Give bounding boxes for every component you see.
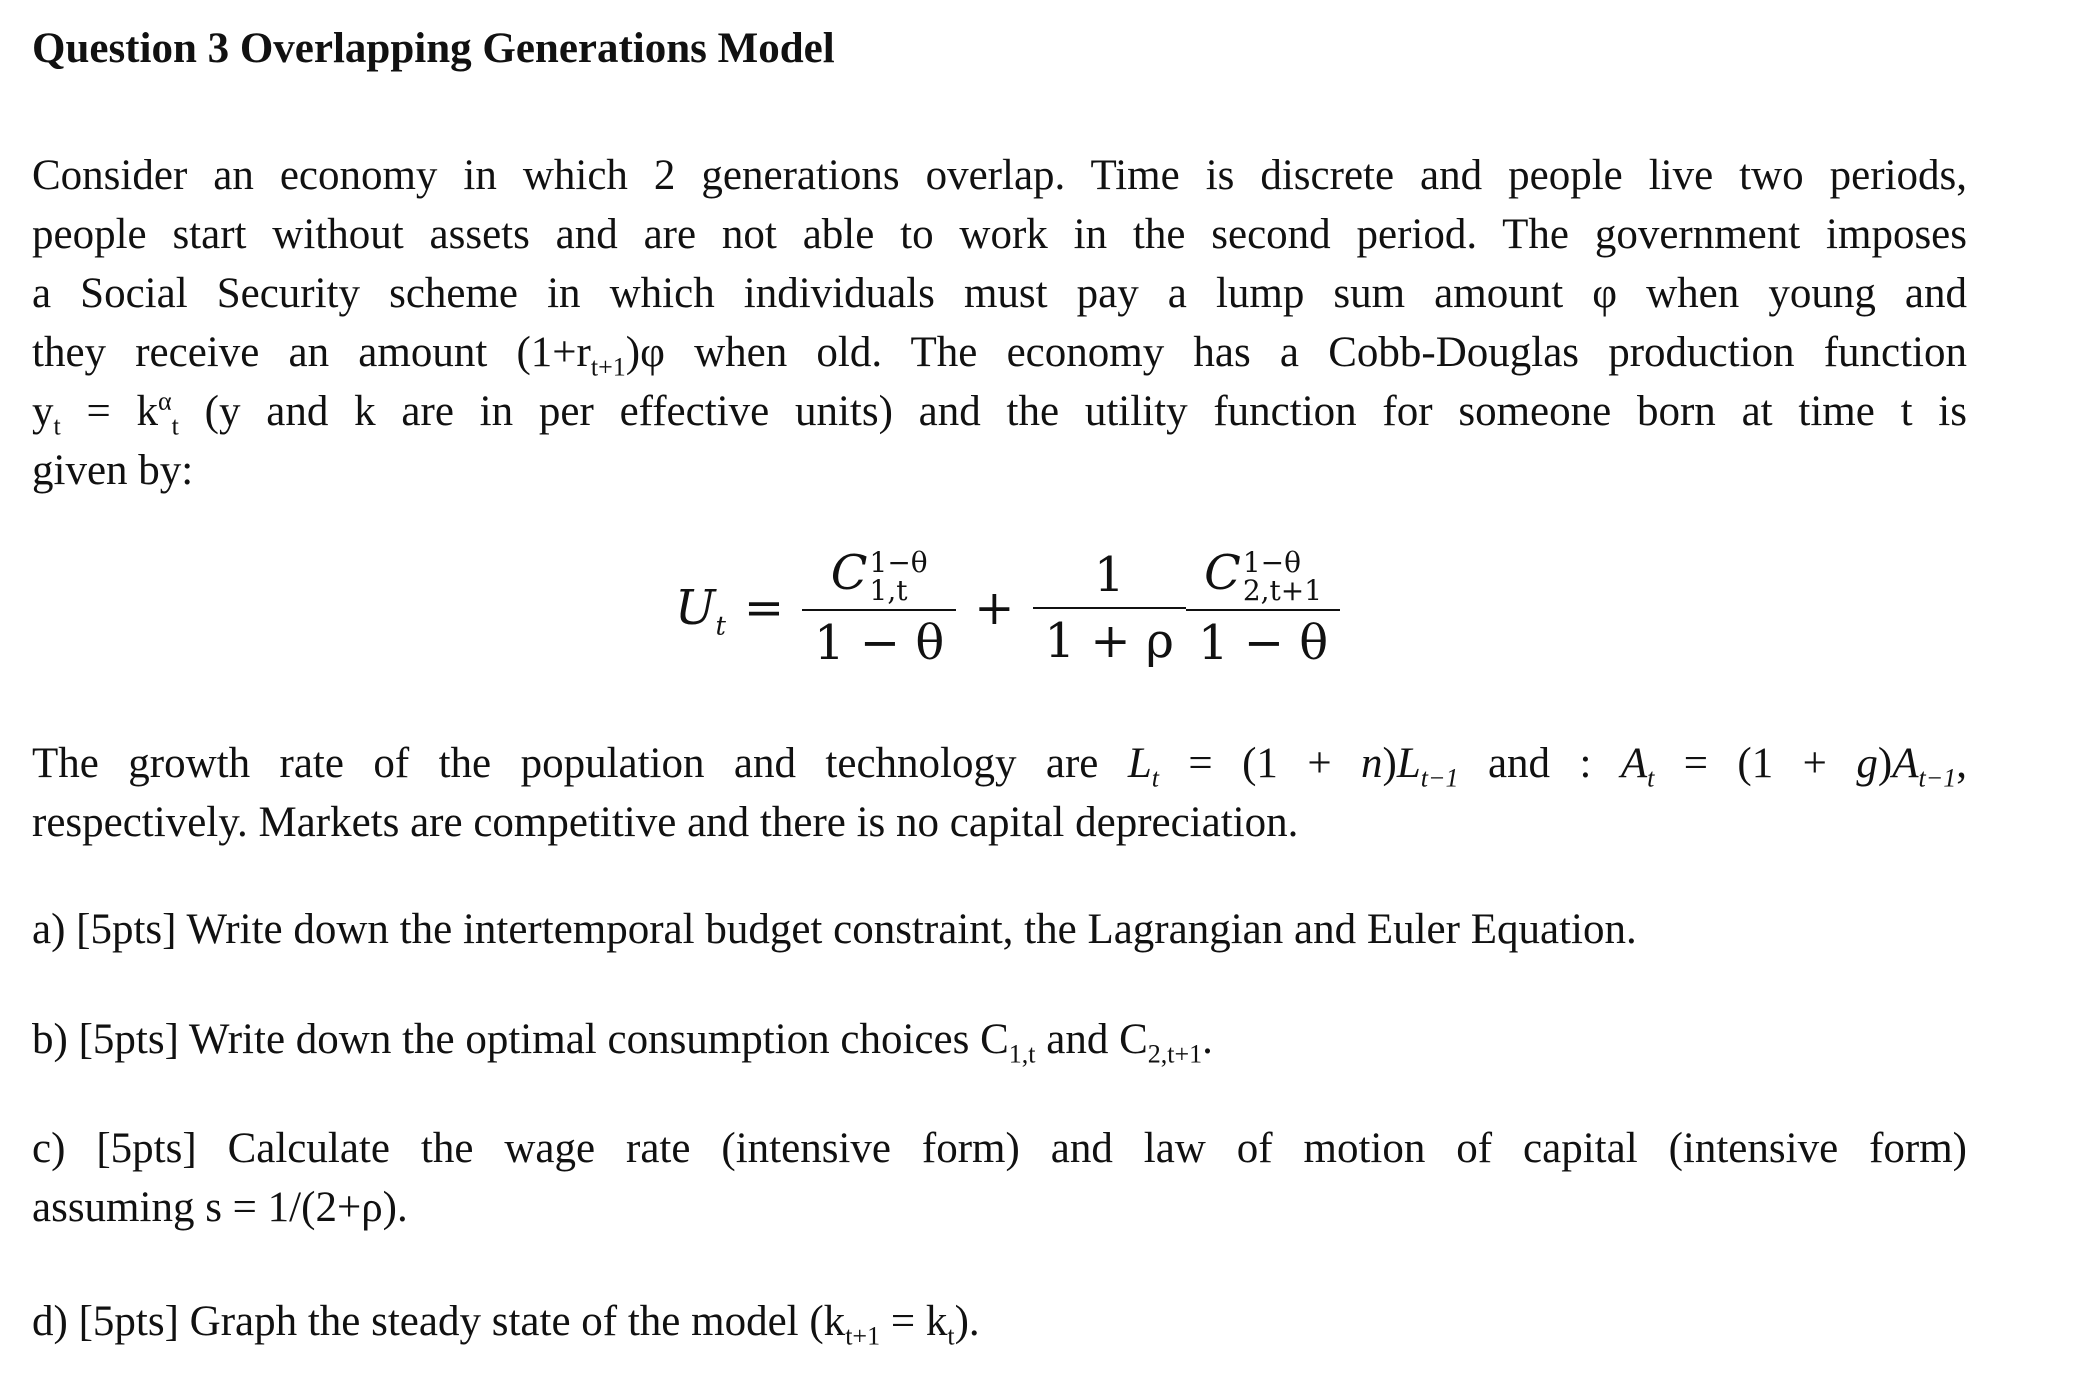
text: they receive an amount (1+r xyxy=(32,329,591,376)
question-c-text: c) [5pts] Calculate the wage rate (intensive form) and law of motion of capital (intensive form) xyxy=(32,1125,1967,1172)
equals: = xyxy=(743,579,785,636)
question-c-text: assuming s = 1/(2+ρ). xyxy=(32,1184,408,1231)
c: C xyxy=(1204,545,1241,601)
denominator: 1 + ρ xyxy=(1033,607,1187,669)
text: = (1 + xyxy=(1158,740,1361,787)
text: The growth rate of the population and technology are xyxy=(32,740,1128,787)
growth-line: respectively. Markets are competitive and there is no capital depreciation. xyxy=(32,799,1299,846)
text: ) xyxy=(1877,740,1893,787)
text: = (1 + xyxy=(1654,740,1857,787)
question-a xyxy=(32,900,1967,959)
question-d-text xyxy=(32,1292,1967,1351)
denominator: 1 − θ xyxy=(1186,609,1340,671)
text: . xyxy=(1202,1016,1213,1063)
question-a-text: a) [5pts] Write down the intertemporal budget constraint, the Lagrangian and Euler Equation. xyxy=(32,906,1637,953)
intro-line: a Social Security scheme in which individuals must pay a lump sum amount φ when young and xyxy=(32,270,1967,317)
growth-paragraph xyxy=(32,734,1967,852)
numerator: 1 xyxy=(1093,546,1125,603)
plus: + xyxy=(974,579,1015,636)
denominator: 1 − θ xyxy=(802,609,956,671)
a: A xyxy=(1620,740,1648,787)
text: y xyxy=(32,388,54,435)
intro-line xyxy=(32,323,1967,382)
subscript: 2,t+1 xyxy=(1242,573,1323,607)
question-b-text xyxy=(32,1010,1967,1069)
l: L xyxy=(1396,740,1421,787)
c: C xyxy=(830,545,868,601)
u: U xyxy=(675,579,716,636)
text: ) xyxy=(1382,740,1397,787)
exponent: 1−θ xyxy=(869,545,928,579)
question-d xyxy=(32,1292,1967,1351)
text: = k xyxy=(60,388,159,435)
text: (y and k are in per effective units) and the utility function for someone born at time t is xyxy=(178,388,1967,435)
text: and : xyxy=(1458,740,1621,787)
l: L xyxy=(1127,740,1152,787)
t-1: t−1 xyxy=(1420,763,1459,793)
text: and C xyxy=(1035,1016,1148,1063)
t: t xyxy=(1647,763,1655,793)
g: g xyxy=(1856,740,1878,787)
exponent: 1−θ xyxy=(1242,545,1301,579)
subscript: 1,t xyxy=(1008,1039,1036,1069)
utility-equation xyxy=(675,545,1340,671)
superscript: α xyxy=(158,386,172,416)
intro-line: people start without assets and are not able to work in the second period. The government imposes xyxy=(32,211,1967,258)
fraction xyxy=(1192,545,1334,671)
supsub xyxy=(1242,545,1323,607)
supsub xyxy=(869,545,928,607)
a: A xyxy=(1892,740,1919,787)
intro-line: given by: xyxy=(32,447,194,494)
fraction xyxy=(1039,547,1181,669)
subscript: t xyxy=(53,411,61,441)
intro-paragraph xyxy=(32,146,1967,500)
fraction xyxy=(808,545,950,671)
question-b xyxy=(32,1010,1967,1069)
t-1: t−1 xyxy=(1918,763,1957,793)
text: )φ when old. The economy has a Cobb-Douglas production function xyxy=(625,329,1967,376)
subscript: t+1 xyxy=(590,352,626,382)
text: , xyxy=(1956,740,1967,787)
subscript: 2,t+1 xyxy=(1147,1039,1203,1069)
intro-line: Consider an economy in which 2 generations overlap. Time is discrete and people live two periods, xyxy=(32,152,1967,199)
growth-line xyxy=(32,734,1967,793)
text: ). xyxy=(954,1298,980,1345)
subscript: t xyxy=(171,411,179,441)
text: d) [5pts] Graph the steady state of the model (k xyxy=(32,1298,846,1345)
subscript: t xyxy=(947,1321,955,1351)
numerator xyxy=(1198,545,1328,609)
n: n xyxy=(1361,740,1383,787)
subscript: 1,t xyxy=(869,573,908,607)
subscript: t+1 xyxy=(845,1321,881,1351)
eq-lhs xyxy=(675,579,726,642)
numerator xyxy=(825,545,934,609)
question-title: Question 3 Overlapping Generations Model xyxy=(32,25,835,72)
text: b) [5pts] Write down the optimal consumption choices C xyxy=(32,1016,1009,1063)
question-c xyxy=(32,1119,1967,1237)
t: t xyxy=(1151,763,1159,793)
intro-line xyxy=(32,382,1967,441)
text: = k xyxy=(880,1298,948,1345)
t: t xyxy=(715,611,726,642)
